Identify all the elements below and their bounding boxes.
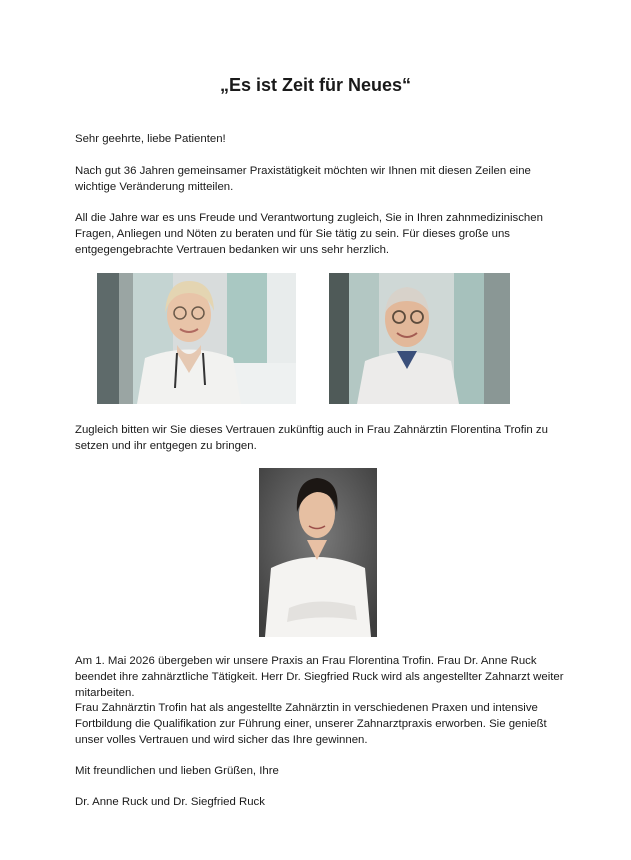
signature: Dr. Anne Ruck und Dr. Siegfried Ruck — [75, 796, 265, 808]
photo-dr-anne-ruck — [97, 273, 296, 404]
photo-florentina-trofin — [259, 468, 377, 637]
paragraph-qualification: Frau Zahnärztin Trofin hat als angestellte Zahnärztin in verschiedenen Praxen und intensive Fortbildung die Qualifikation zur Führung einer, unserer Zahnarztpraxis erworben. Sie genießt unser volles Vertrauen und wird sicher das Ihre gewinnen. — [75, 702, 547, 746]
paragraph-intro: Nach gut 36 Jahren gemeinsamer Praxistätigkeit möchten wir Ihnen mit diesen Zeilen eine wichtige Veränderung mitteilen. — [75, 165, 531, 193]
closing: Mit freundlichen und lieben Grüßen, Ihre — [75, 765, 279, 777]
photo-dr-siegfried-ruck — [329, 273, 510, 404]
page-title: „Es ist Zeit für Neues“ — [219, 75, 412, 95]
greeting: Sehr geehrte, liebe Patienten! — [75, 133, 226, 145]
paragraph-thanks: All die Jahre war es uns Freude und Verantwortung zugleich, Sie in Ihren zahnmedizinischen Fragen, Anliegen und Nöten zu beraten und für Sie tätig zu sein. Für dieses große uns entgegengebrachte Vertrauen bedanken wir uns sehr herzlich. — [75, 212, 543, 256]
paragraph-handover: Am 1. Mai 2026 übergeben wir unsere Praxis an Frau Florentina Trofin. Frau Dr. Anne Ruck beendet ihre zahnärztliche Tätigkeit. Herr Dr. Siegfried Ruck wird als angestellter Zahnarzt weiter mitarbeiten. — [75, 655, 564, 699]
paragraph-trust: Zugleich bitten wir Sie dieses Vertrauen zukünftig auch in Frau Zahnärztin Florentina Trofin zu setzen und ihr entgegen zu bringen. — [75, 424, 548, 452]
